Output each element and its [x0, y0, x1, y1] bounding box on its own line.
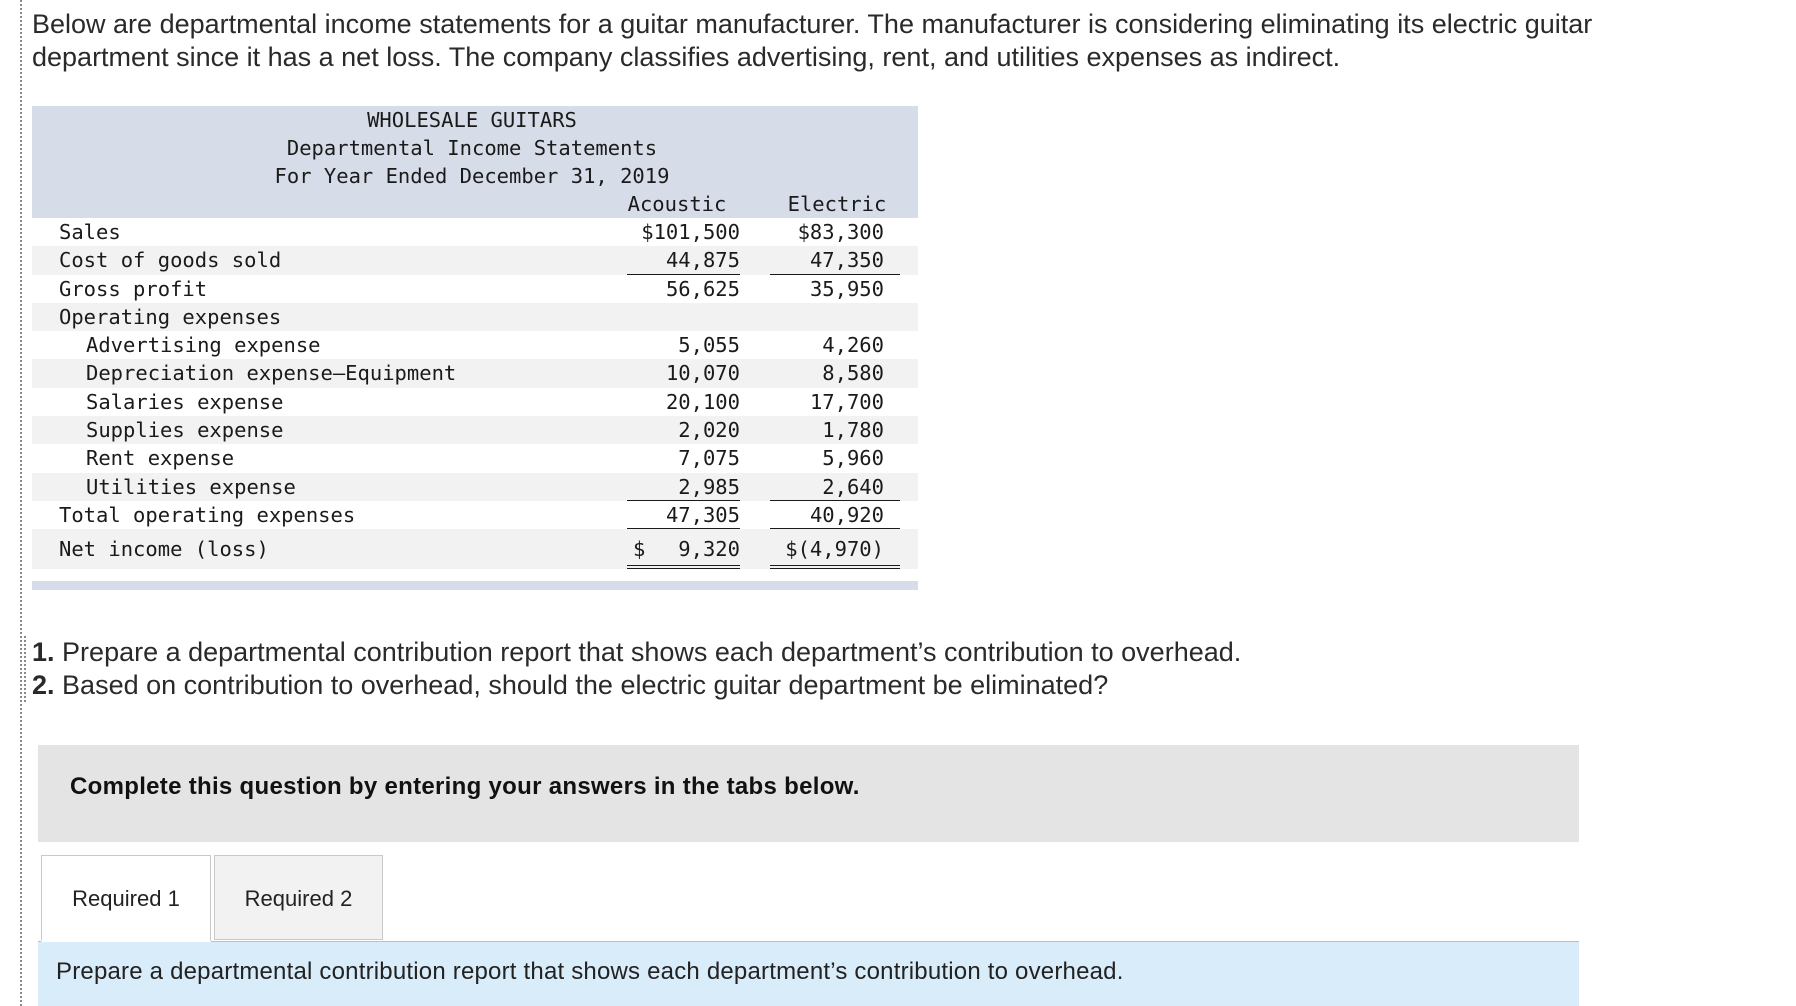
- complete-question-banner: [38, 745, 1579, 842]
- electric-value: 40,920: [770, 501, 900, 529]
- tab-instruction-panel: [38, 942, 1579, 1006]
- acoustic-value: $101,500: [641, 220, 740, 244]
- statement-header: [32, 106, 918, 218]
- question-list: [32, 636, 1241, 702]
- electric-value: 17,700: [809, 389, 884, 414]
- row-label: Salaries expense: [86, 389, 284, 414]
- question-text: Prepare a departmental contribution report that shows each department’s contribution to overhead.: [62, 637, 1242, 667]
- row-label: Operating expenses: [59, 304, 282, 329]
- electric-value: 2,640: [770, 473, 900, 501]
- acoustic-value: 10,070: [665, 361, 740, 386]
- acoustic-value: [627, 529, 740, 569]
- dollar-sign: $: [633, 537, 646, 562]
- row-label: Utilities expense: [86, 474, 296, 499]
- left-margin-rule: [20, 0, 22, 1006]
- acoustic-value: 44,875: [627, 246, 740, 274]
- row-label: Total operating expenses: [59, 502, 356, 527]
- row-rent: [32, 444, 918, 472]
- intro-paragraph: Below are departmental income statements for a guitar manufacturer. The manufacturer is considering eliminating its electric guitar department since it has a net loss. The company classifies advertising, rent, and utilities expenses as indirect.: [32, 9, 1593, 72]
- acoustic-value: 56,625: [665, 276, 740, 301]
- row-label: Depreciation expense—Equipment: [86, 361, 457, 386]
- question-1: [32, 636, 1241, 669]
- row-total-operating-expenses: [32, 501, 918, 529]
- electric-value: 4,260: [822, 333, 884, 358]
- question-text: Based on contribution to overhead, should the electric guitar department be eliminated?: [62, 670, 1109, 700]
- row-net-income: [32, 529, 918, 569]
- row-label: Net income (loss): [59, 537, 269, 562]
- complete-question-text: Complete this question by entering your answers in the tabs below.: [70, 773, 860, 800]
- row-cogs: [32, 246, 918, 274]
- electric-value: 8,580: [822, 361, 884, 386]
- acoustic-value: 7,075: [678, 446, 740, 471]
- electric-value: 35,950: [809, 276, 884, 301]
- question-2: [32, 669, 1241, 702]
- row-label: Sales: [59, 220, 121, 244]
- electric-value: 1,780: [822, 418, 884, 443]
- electric-value: $83,300: [797, 220, 884, 244]
- row-utilities: [32, 473, 918, 501]
- statement-rows: [32, 218, 918, 569]
- acoustic-value: 2,985: [627, 473, 740, 501]
- acoustic-value: 47,305: [627, 501, 740, 529]
- company-name: WHOLESALE GUITARS: [367, 108, 577, 132]
- acoustic-value: 5,055: [678, 333, 740, 358]
- row-advertising: [32, 331, 918, 359]
- row-gross-profit: [32, 275, 918, 303]
- acoustic-value: 2,020: [678, 418, 740, 443]
- row-depreciation: [32, 359, 918, 387]
- income-statement-table: [32, 106, 918, 590]
- question-number: 2.: [32, 670, 55, 700]
- statement-footer-bar: [32, 581, 918, 590]
- acoustic-value: 20,100: [665, 389, 740, 414]
- acoustic-amount: 9,320: [678, 537, 740, 562]
- answer-tabs: [38, 855, 1579, 942]
- electric-value: 5,960: [822, 446, 884, 471]
- statement-period: For Year Ended December 31, 2019: [274, 164, 670, 188]
- row-label: Supplies expense: [86, 418, 284, 443]
- row-supplies: [32, 416, 918, 444]
- row-label: Advertising expense: [86, 333, 321, 358]
- row-label: Cost of goods sold: [59, 248, 282, 273]
- column-header-acoustic: Acoustic: [627, 192, 727, 216]
- tab-required-1[interactable]: Required 1: [41, 855, 211, 942]
- electric-value: 47,350: [770, 246, 900, 274]
- electric-value: $(4,970): [770, 529, 900, 569]
- column-header-electric: Electric: [787, 192, 887, 216]
- question-number: 1.: [32, 637, 55, 667]
- row-salaries: [32, 388, 918, 416]
- row-label: Rent expense: [86, 446, 235, 471]
- row-operating-expenses: [32, 303, 918, 331]
- tab-instruction-text: Prepare a departmental contribution report that shows each department’s contribution to overhead.: [56, 958, 1124, 985]
- row-sales: [32, 218, 918, 246]
- tab-required-2[interactable]: Required 2: [214, 855, 383, 940]
- row-label: Gross profit: [59, 276, 208, 301]
- statement-title: Departmental Income Statements: [286, 136, 658, 160]
- question-left-rule: [24, 636, 26, 702]
